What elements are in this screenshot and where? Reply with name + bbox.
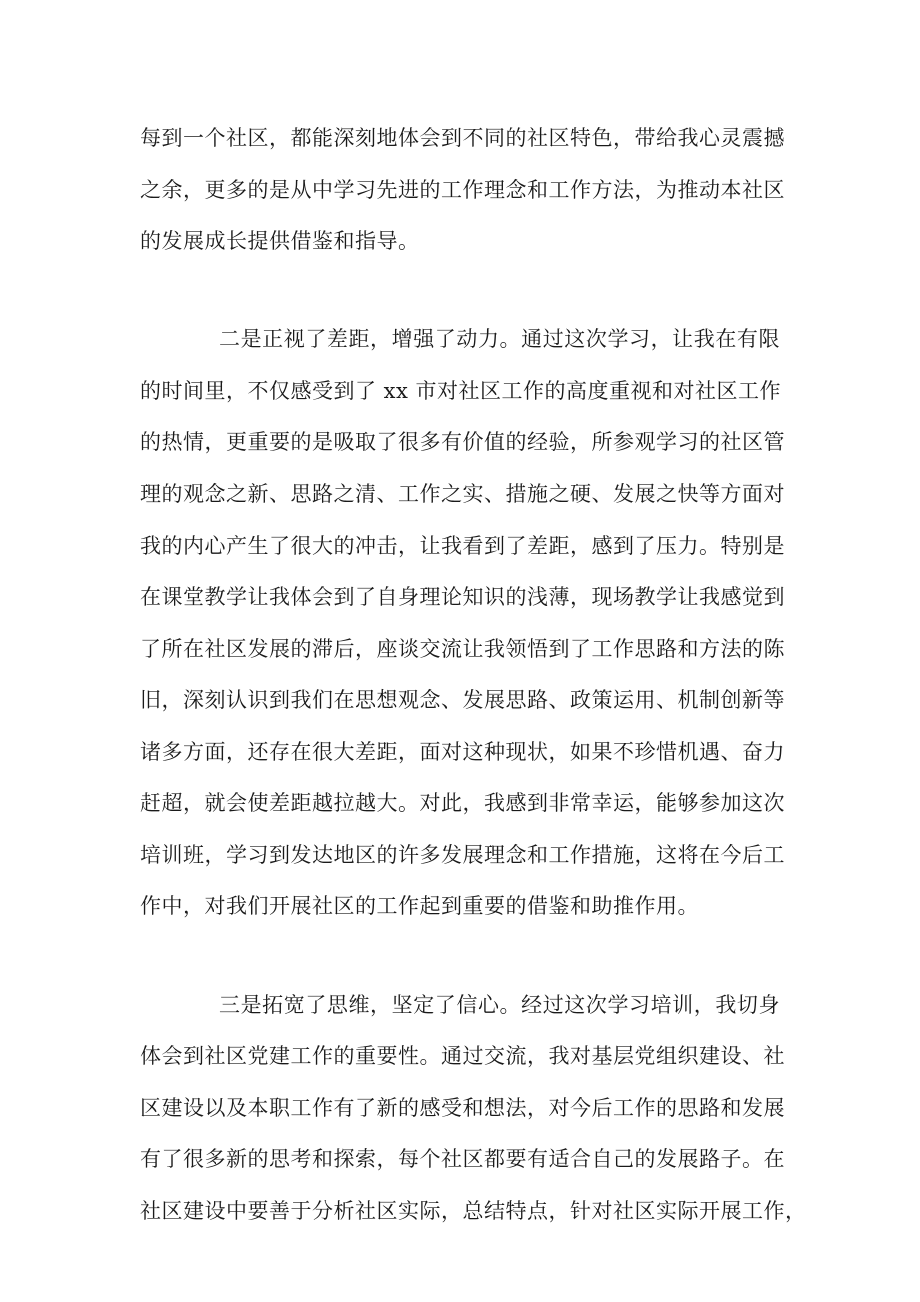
text-line: 之余，更多的是从中学习先进的工作理念和工作方法，为推动本社区 (140, 178, 785, 202)
text-line: 的发展成长提供借鉴和指导。 (140, 229, 420, 253)
paragraph-first-line: 三是拓宽了思维，坚定了信心。经过这次学习培训，我切身 (219, 993, 780, 1017)
paragraph-first-line: 二是正视了差距，增强了动力。通过这次学习，让我在有限 (219, 327, 780, 351)
text-line: 在课堂教学让我体会到了自身理论知识的浅薄，现场教学让我感觉到 (140, 585, 785, 609)
text-line: 培训班，学习到发达地区的许多发展理念和工作措施，这将在今后工 (140, 843, 785, 867)
text-line: 区建设以及本职工作有了新的感受和想法，对今后工作的思路和发展 (140, 1096, 785, 1120)
text-line: 我的内心产生了很大的冲击，让我看到了差距，感到了压力。特别是 (140, 534, 785, 558)
text-line: 社区建设中要善于分析社区实际，总结特点，针对社区实际开展工作， (140, 1199, 807, 1223)
text-line: 体会到社区党建工作的重要性。通过交流，我对基层党组织建设、社 (140, 1044, 785, 1068)
text-line: 了所在社区发展的滞后，座谈交流让我领悟到了工作思路和方法的陈 (140, 637, 785, 661)
text-line: 每到一个社区，都能深刻地体会到不同的社区特色，带给我心灵震撼 (140, 126, 785, 150)
text-line: 诸多方面，还存在很大差距，面对这种现状，如果不珍惜机遇、奋力 (140, 740, 785, 764)
text-line: 的热情，更重要的是吸取了很多有价值的经验，所参观学习的社区管 (140, 430, 785, 454)
text-line: 赶超，就会使差距越拉越大。对此，我感到非常幸运，能够参加这次 (140, 791, 785, 815)
text-line: 旧，深刻认识到我们在思想观念、发展思路、政策运用、机制创新等 (140, 688, 785, 712)
text-line: 的时间里，不仅感受到了 xx 市对社区工作的高度重视和对社区工作 (140, 379, 782, 403)
text-line: 理的观念之新、思路之清、工作之实、措施之硬、发展之快等方面对 (140, 482, 785, 506)
text-line: 有了很多新的思考和探索，每个社区都要有适合自己的发展路子。在 (140, 1147, 785, 1171)
text-line: 作中，对我们开展社区的工作起到重要的借鉴和助推作用。 (140, 894, 699, 918)
